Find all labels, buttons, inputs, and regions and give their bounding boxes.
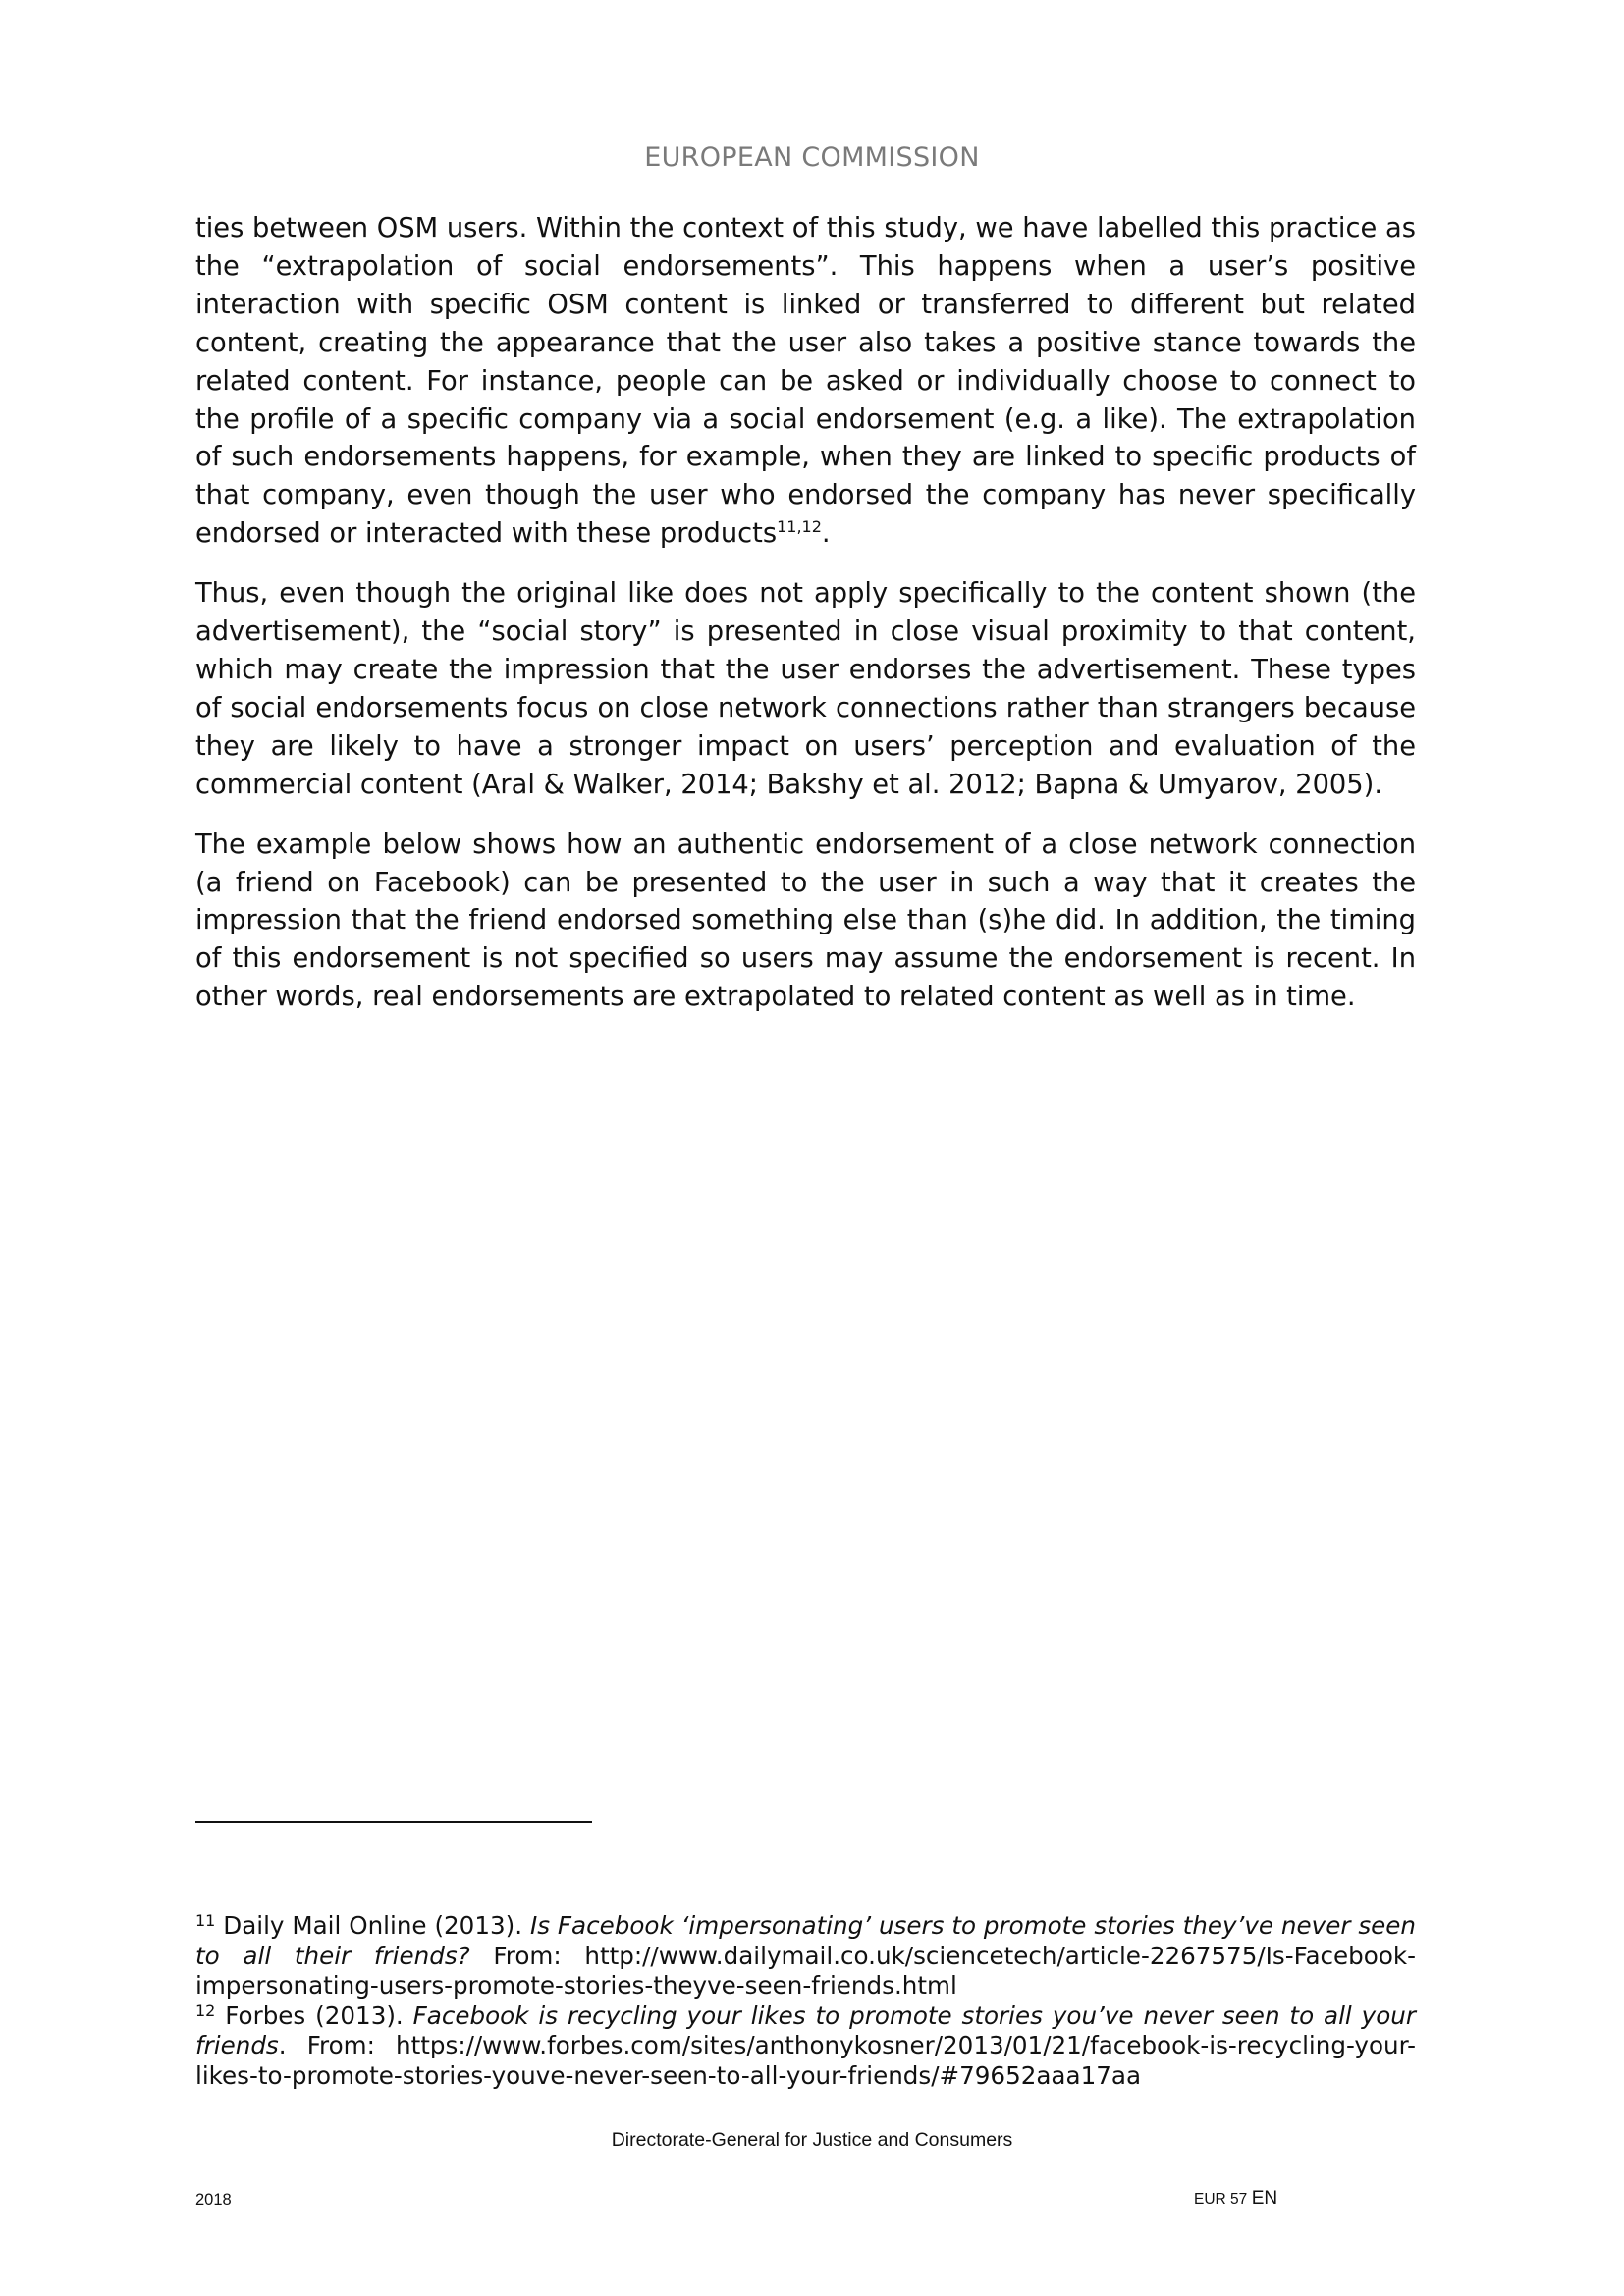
footer-document-code [1194,2188,1277,2210]
paragraph-1-end: . [821,518,831,550]
footnote-source: Forbes (2013). [215,2001,413,2030]
page-header: EUROPEAN COMMISSION [644,142,980,173]
footnote-separator [195,1821,592,1823]
footnote-title: Is Facebook ‘impersonating’ users to promote stories they’ve never seen to all their friends? [195,1911,1416,1970]
footer-year: 2018 [195,2191,232,2209]
footnote-source: Daily Mail Online (2013). [215,1911,530,1940]
footnote-link[interactable]: . From: https://www.forbes.com/sites/anthonykosner/2013/01/21/facebook-is-recycling-your-likes-to-promote-stories-youve-never-seen-to-all-your-friends/#79652aaa17aa [195,2031,1416,2090]
paragraph-3: The example below shows how an authentic endorsement of a close network connection (a friend on Facebook) can be presented to the user in such a way that it creates the impression that the friend endorsed something else than (s)he did. In addition, the timing of this endorsement is not specified so users may assume the endorsement is recent. In other words, real endorsements are extrapolated to related content as well as in time. [195,828,1416,1013]
footnote-ref-11-12[interactable]: 11,12 [777,517,822,537]
footer-directorate: Directorate-General for Justice and Consumers [611,2129,1013,2151]
footnote-number: 11 [195,1911,216,1930]
footnote-title: Facebook is recycling your likes to promote stories you’ve never seen to all your friends [195,2001,1416,2059]
footnotes [195,1911,1416,2091]
footnote-12 [195,2002,1416,2092]
paragraph-1-text: ties between OSM users. Within the context of this study, we have labelled this practice as the “extrapolation of social endorsements”. This happens when a user’s positive interaction with specific OSM content is linked or transferred to different but related content, creating the appearance that the user also takes a positive stance towards the related content. For instance, people can be asked or individually choose to connect to the profile of a specific company via a social endorsement (e.g. a like). The extrapolation of such endorsements happens, for example, when they are linked to specific products of that company, even though the user who endorsed the company has never specifically endorsed or interacted with these products [195,213,1416,550]
paragraph-2: Thus, even though the original like does not apply specifically to the content shown (the advertisement), the “social story” is presented in close visual proximity to that content, which may create the impression that the user endorses the advertisement. These types of social endorsements focus on close network connections rather than strangers because they are likely to have a stronger impact on users’ perception and evaluation of the commercial content (Aral & Walker, 2014; Bakshy et al. 2012; Bapna & Umyarov, 2005). [195,578,1416,800]
body-text [195,210,1416,1039]
footnote-link[interactable]: From: http://www.dailymail.co.uk/sciencetech/article-2267575/Is-Facebook-impersonating-users-promote-stories-theyve-seen-friends.html [195,1941,1417,2000]
footer-language: EN [1251,2188,1278,2209]
paragraph-1 [195,210,1416,554]
footnote-number: 12 [195,2001,216,2020]
footnote-11 [195,1911,1416,2002]
footer-code-number: EUR 57 [1194,2191,1248,2208]
